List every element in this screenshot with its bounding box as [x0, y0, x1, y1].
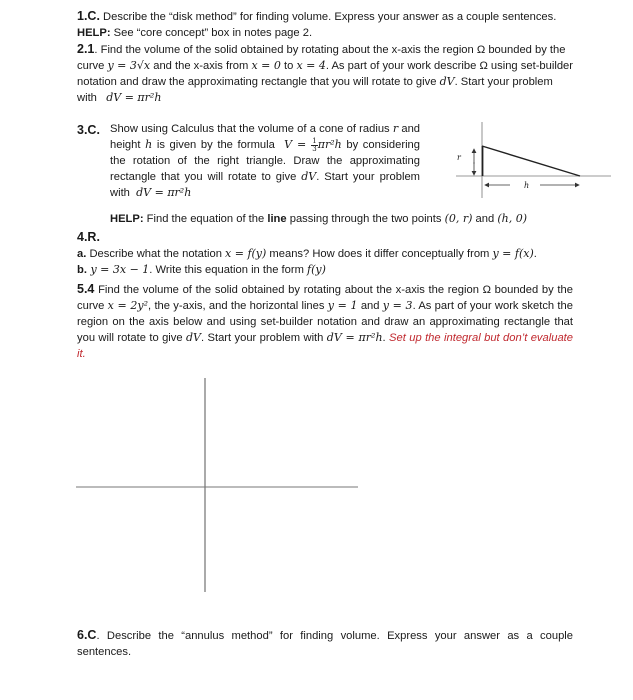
help-label: HELP:: [77, 27, 111, 39]
question-2-1: 2.1. Find the volume of the solid obtained by rotating about the x-axis the region Ω bounded by the curve y = 3√x and the x-axis from x = 0 to x = 4. As part of your work describe Ω using set-builder notation and draw the approximating rectangle that you will rotate to give dV. Start your problem with dV = πr²h: [77, 42, 573, 104]
label-r: r: [457, 153, 461, 162]
question-number: 3.C.: [77, 123, 100, 137]
instruction-note: Set up the integral but don’t evaluate it.: [77, 332, 573, 360]
question-3c: Show using Calculus that the volume of a cone of radius r and height h is given by the formula V = $\frac{1}{3}$ πr²h by considering the rotation of the right triangle. Draw the approximating rectangle that you will rotate to give dV. Start your problem with dV = πr²h: [110, 122, 421, 199]
diagram-axes: [456, 122, 611, 198]
question-number: 1.C.: [77, 9, 100, 23]
right-triangle: [482, 146, 580, 176]
part-b-label: b.: [77, 264, 87, 276]
question-number: 2.1: [77, 42, 95, 56]
question-5-4: 5.4 Find the volume of the solid obtained by rotating about the x-axis the region Ω bounded by the curve x = 2y², the y-axis, and the horizontal lines y = 1 and y = 3. As part of your work sketch the region on the axis below and using set-builder notation and draw an approximating rectangle that you will rotate to give dV. Start your problem with dV = πr²h. Set up the integral but don’t evaluate it.: [77, 282, 573, 360]
formula: dV = πr²h: [106, 91, 162, 104]
question-number: 6.C: [77, 628, 97, 642]
help-label: HELP:: [110, 213, 144, 225]
part-a-label: a.: [77, 248, 87, 260]
question-1c: 1.C. Describe the “disk method” for finding volume. Express your answer as a couple sentences. HELP: See “core concept” box in notes page 2.: [77, 9, 557, 39]
question-6c: 6.C. Describe the “annulus method” for finding volume. Express your answer as a couple sentences.: [77, 628, 573, 658]
question-number: 4.R.: [77, 230, 100, 244]
question-4r: 4.R. a. Describe what the notation x = f(y) means? How does it differ conceptually from y = f(x). b. y = 3x − 1. Write this equation in the form f(y): [77, 230, 537, 276]
help-3c: HELP: Find the equation of the line passing through the two points (0, r) and (h, 0): [110, 212, 528, 225]
fraction: $\frac{1}{3}$: [312, 136, 317, 153]
label-h: h: [524, 181, 530, 190]
question-number: 5.4: [77, 282, 95, 296]
